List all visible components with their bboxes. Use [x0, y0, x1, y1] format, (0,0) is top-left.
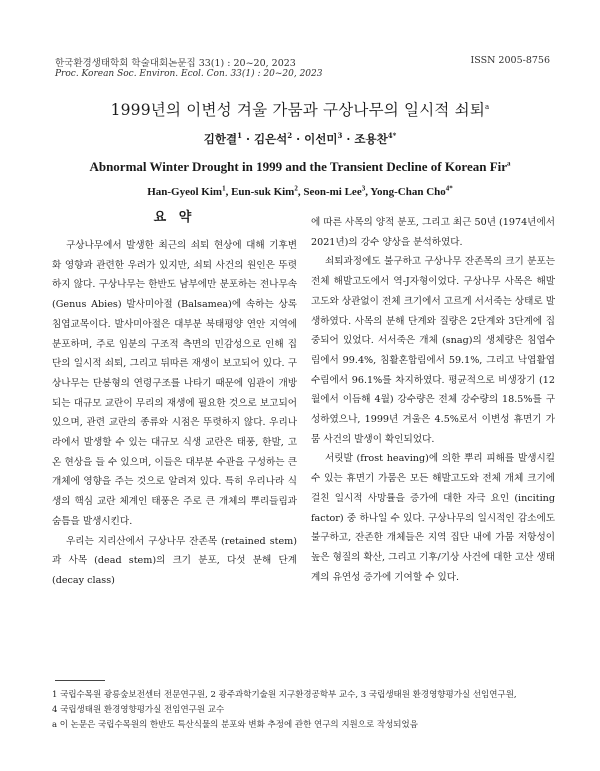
author-name: Eun-suk Kim	[231, 186, 295, 198]
author-separator: ·	[241, 132, 254, 146]
author-affiliation-mark: 3	[337, 131, 343, 141]
issn-label: ISSN 2005-8756	[470, 55, 550, 66]
title-korean-footnote-mark: a	[485, 102, 490, 111]
author-name: 김은석	[253, 132, 288, 146]
author-affiliation-mark: 1	[237, 131, 242, 141]
title-english-text: Abnormal Winter Drought in 1999 and the Transient Decline of Korean Fir	[89, 159, 508, 174]
footnote-divider	[55, 680, 105, 681]
author-name: 조용찬	[354, 132, 388, 146]
abstract-paragraph: 우리는 지리산에서 구상나무 잔존목 (retained stem)과 사목 (dead stem)의 크기 분포, 다섯 분해 단계 (decay class)	[52, 535, 297, 586]
author-affiliation-mark: 1	[222, 184, 226, 193]
author-affiliation-mark: 3	[361, 184, 366, 193]
author-name: Seon-mi Lee	[303, 186, 362, 198]
author-separator: ,	[225, 186, 232, 198]
author-separator: ·	[292, 132, 305, 146]
footnote-affiliations: 1 국립수목원 광릉숲보전센터 전문연구원, 2 광주과학기술원 지구환경공학부 교수, 3 국립생태원 환경영향평가실 선임연구원,	[52, 690, 517, 700]
abstract-paragraph: 구상나무에서 발생한 최근의 쇠퇴 현상에 대해 기후변화 영향과 관련한 우려가 있지만, 쇠퇴 사건의 원인은 뚜렷하지 않다. 구상나무는 한반도 남부에만 분포하는 전나무속 (Genus Abies) 발사미아절 (Balsamea)에 속하는 상록침엽교목이다. 발사미아절은 대부분 북태평양 연안 지역에 분포하며, 주로 임분의 구조적 측면의 민감성으로 인해 집단의 일시적 쇠퇴, 그리고 뒤따른 재생이 보고되어 있다. 구상나무는 단봉형의 연령구조를 나타기 때문에 임관이 개방되는 대규모 교란이 무리의 재생에 필요한 것으로 보고되어 있으며, 관련 교란의 종류와 시점은 뚜렷하지 않다. 우리나라에서 발생할 수 있는 대규모 식생 교란은 태풍, 한발, 고온 현상을 들 수 있으며, 이들은 대부분 수관을 구성하는 큰 개체에 영향을 주는 것으로 알려져 있다. 특히 우리나라 식생의 핵심 교란 체계인 태풍은 주로 큰 개체의 뿌리들림과 숨틈을 발생시킨다.	[52, 240, 297, 527]
author-affiliation-mark: 2	[287, 131, 293, 141]
author-name: 김한결	[203, 132, 238, 146]
author-affiliation-mark: 2	[294, 184, 298, 193]
author-name: Yong-Chan Cho	[370, 186, 446, 198]
journal-header-korean: 한국환경생태학회 학술대회논문집 33(1) : 20~20, 2023	[55, 58, 296, 69]
author-name: Han-Gyeol Kim	[147, 186, 223, 198]
abstract-heading: 요 약	[153, 210, 196, 225]
footnote-funding: a 이 논문은 국립수목원의 한반도 특산식물의 분포와 변화 추정에 관한 연구의 지원으로 작성되었음	[52, 720, 418, 730]
footnote-affiliations-continued: 4 국립생태원 환경영향평가실 전임연구원 교수	[52, 705, 225, 715]
paper-title-korean	[0, 98, 600, 120]
authors-korean	[0, 131, 600, 147]
abstract-right-column	[311, 213, 555, 587]
author-separator: ,	[297, 186, 304, 198]
title-english-footnote-mark: a	[507, 159, 511, 168]
abstract-paragraph: 쇠퇴과정에도 불구하고 구상나무 잔존목의 크기 분포는 전체 해발고도에서 역-J자형이었다. 구상나무 사목은 해발고도와 상관없이 전체 크기에서 고르게 서서죽는 상태로 발생하였다. 사목의 분해 단계와 질량은 2단계와 3단계에 집중되어 있었다. 서서죽은 개체 (snag)의 생체량은 침엽수림에서 99.4%, 침활혼합림에서 59.1%, 그리고 낙엽활엽수림에서 96.1%를 차지하였다. 평균적으로 비생장기 (12월에서 이듬해 4월) 강수량은 전체 강수량의 18.5%를 구성하였으나, 1999년 겨울은 4.5%로서 이변성 휴면기 가뭄 사건의 발생이 확인되었다.	[311, 256, 555, 445]
journal-header-english: Proc. Korean Soc. Environ. Ecol. Con. 33(1) : 20~20, 2023	[55, 69, 323, 79]
author-separator: ·	[342, 132, 355, 146]
abstract-paragraph: 서릿발 (frost heaving)에 의한 뿌리 피해를 발생시킬 수 있는 휴면기 가뭄은 모든 해발고도와 전체 개체 크기에 걸친 일시적 사망률을 증가에 대한 자극 요인 (inciting factor) 중 하나일 수 있다. 구상나무의 일시적인 감소에도 불구하고, 잔존한 개체들은 지역 집단 내에 가뭄 저항성이 높은 형질의 확산, 그리고 기후/기상 사건에 대한 고산 생태계의 유연성 증가에 기여할 수 있다.	[311, 453, 555, 583]
author-affiliation-mark: 4*	[387, 131, 397, 141]
abstract-left-column	[52, 210, 297, 591]
abstract-paragraph: 에 따른 사목의 양적 분포, 그리고 최근 50년 (1974년에서 2021년)의 강수 양상을 분석하였다.	[311, 217, 555, 248]
author-affiliation-mark: 4*	[445, 184, 453, 193]
title-korean-text: 1999년의 이변성 겨울 가뭄과 구상나무의 일시적 쇠퇴	[110, 101, 486, 119]
authors-english	[0, 186, 600, 198]
author-separator: ,	[365, 186, 371, 198]
paper-title-english	[0, 159, 600, 175]
author-name: 이선미	[304, 132, 338, 146]
